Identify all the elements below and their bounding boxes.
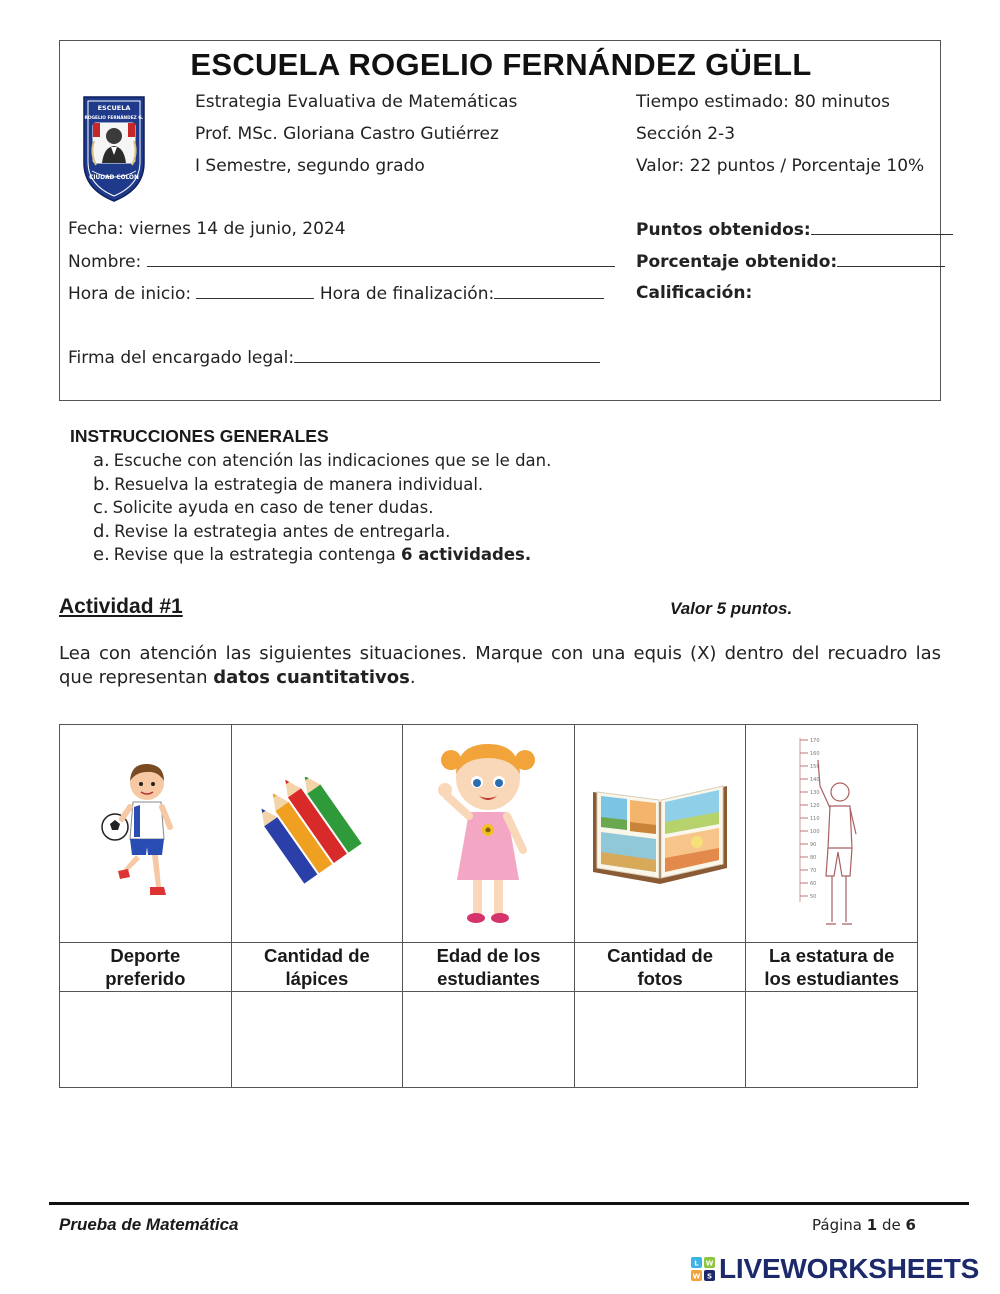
height-tick	[800, 855, 816, 861]
teacher-name: Prof. MSc. Gloriana Castro Gutiérrez	[195, 124, 499, 144]
total-pages: 6	[905, 1216, 916, 1234]
svg-text:60: 60	[809, 880, 817, 887]
signature-label: Firma del encargado legal:	[68, 348, 295, 368]
liveworksheets-logo-text: LIVEWORKSHEETS	[719, 1253, 980, 1284]
instruction-item: b. Resuelva la estrategia de manera individual.	[93, 473, 484, 495]
column-label-student-height: La estatura de los estudiantes	[746, 943, 918, 992]
percentage-field[interactable]	[837, 251, 945, 267]
evaluation-title: Estrategia Evaluativa de Matemáticas	[195, 92, 518, 112]
school-title: ESCUELA ROGELIO FERNÁNDEZ GÜELL	[190, 47, 812, 82]
activity-table	[59, 724, 918, 1088]
footer-test-name: Prueba de Matemática	[59, 1215, 239, 1234]
svg-text:110: 110	[809, 815, 820, 822]
name-field[interactable]	[147, 251, 615, 267]
activities-count: 6 actividades.	[400, 545, 532, 564]
percentage-row	[636, 251, 945, 272]
height-tick	[800, 738, 820, 744]
test-date: Fecha: viernes 14 de junio, 2024	[68, 219, 346, 239]
column-label-pencil-count: Cantidad de lápices	[231, 943, 403, 992]
instruction-item: d. Revise la estrategia antes de entregarla.	[93, 520, 451, 542]
activity-value: Valor 5 puntos.	[670, 599, 793, 618]
signature-field[interactable]	[294, 347, 600, 363]
grade-label: Calificación:	[636, 283, 753, 303]
quantitative-data-emphasis: datos cuantitativos	[213, 667, 410, 688]
image-cell	[403, 725, 575, 943]
liveworksheets-logo[interactable]	[691, 1254, 979, 1284]
svg-text:W: W	[705, 1259, 714, 1268]
height-chart-ticks	[800, 738, 820, 900]
height-tick	[800, 777, 820, 783]
estimated-time: Tiempo estimado: 80 minutos	[636, 92, 890, 112]
height-tick	[800, 764, 820, 770]
answer-row	[60, 992, 918, 1088]
liveworksheets-logo-icon	[691, 1257, 715, 1281]
semester-grade: I Semestre, segundo grado	[195, 156, 425, 176]
height-tick	[800, 829, 820, 835]
name-row	[68, 251, 615, 272]
svg-text:L: L	[694, 1259, 699, 1268]
instruction-item: e. Revise que la estrategia contenga 6 actividades.	[93, 544, 532, 565]
grade-row	[636, 283, 752, 303]
image-cell	[60, 725, 232, 943]
svg-text:70: 70	[809, 867, 817, 874]
footer-divider	[49, 1202, 969, 1205]
points-row	[636, 219, 953, 240]
svg-text:130: 130	[809, 789, 820, 796]
test-value: Valor: 22 puntos / Porcentaje 10%	[636, 156, 925, 176]
image-cell	[574, 725, 746, 943]
answer-box-photo-count[interactable]	[574, 992, 746, 1088]
instructions-list	[93, 450, 551, 568]
page-indicator: Página 1 de 6	[812, 1216, 916, 1234]
crest-arc-text: ROGELIO FERNÁNDEZ G.	[84, 116, 144, 121]
signature-row	[68, 347, 600, 368]
image-cell	[231, 725, 403, 943]
section: Sección 2-3	[636, 124, 736, 144]
end-time-label: Hora de finalización:	[319, 284, 495, 304]
current-page: 1	[866, 1216, 878, 1234]
answer-box-student-height[interactable]	[746, 992, 918, 1088]
end-time-field[interactable]	[494, 283, 604, 299]
photo-album-icon	[585, 772, 735, 892]
start-time-field[interactable]	[196, 283, 314, 299]
start-time-label: Hora de inicio:	[68, 284, 192, 304]
height-tick	[800, 751, 820, 757]
height-tick	[800, 803, 820, 809]
height-tick	[800, 816, 820, 822]
svg-text:100: 100	[809, 828, 820, 835]
instructions-title: INSTRUCCIONES GENERALES	[70, 426, 329, 446]
crest-bottom-text: CIUDAD COLÓN	[89, 175, 139, 181]
boy-soccer-icon	[100, 757, 190, 907]
svg-text:160: 160	[809, 750, 820, 757]
svg-text:150: 150	[809, 763, 820, 770]
instruction-item: c. Solicite ayuda en caso de tener dudas.	[93, 497, 434, 518]
column-label-favorite-sport: Deporte preferido	[60, 943, 232, 992]
height-chart-icon	[782, 730, 882, 934]
school-crest-icon	[82, 93, 146, 203]
label-row	[60, 943, 918, 992]
answer-box-student-age[interactable]	[403, 992, 575, 1088]
crest-top-text: ESCUELA	[97, 104, 131, 112]
points-field[interactable]	[811, 219, 953, 235]
answer-box-favorite-sport[interactable]	[60, 992, 232, 1088]
svg-text:120: 120	[809, 802, 820, 809]
image-row	[60, 725, 918, 943]
svg-text:50: 50	[809, 893, 817, 900]
height-tick	[800, 868, 816, 874]
points-label: Puntos obtenidos:	[636, 220, 811, 240]
header-box	[59, 40, 941, 401]
time-row	[68, 283, 604, 304]
height-tick	[800, 790, 820, 796]
girl-waving-icon	[433, 730, 543, 934]
activity-title: Actividad #1	[59, 595, 183, 618]
svg-text:90: 90	[809, 841, 817, 848]
svg-text:80: 80	[809, 854, 817, 861]
svg-text:S: S	[706, 1272, 713, 1281]
column-label-student-age: Edad de los estudiantes	[403, 943, 575, 992]
percentage-label: Porcentaje obtenido:	[636, 252, 838, 272]
column-label-photo-count: Cantidad de fotos	[574, 943, 746, 992]
instruction-item: a. Escuche con atención las indicaciones que se le dan.	[93, 450, 552, 471]
svg-text:170: 170	[809, 737, 820, 744]
image-cell	[746, 725, 918, 943]
height-tick	[800, 842, 816, 848]
height-tick	[800, 881, 816, 887]
svg-text:W: W	[692, 1272, 701, 1281]
colored-pencils-icon	[257, 777, 377, 887]
name-label: Nombre:	[68, 252, 142, 272]
height-tick	[800, 894, 816, 900]
activity-description: Lea con atención las siguientes situaciones. Marque con una equis (X) dentro del recuadro las que representan datos cuantitativos.	[59, 643, 941, 688]
answer-box-pencil-count[interactable]	[231, 992, 403, 1088]
svg-text:140: 140	[809, 776, 820, 783]
